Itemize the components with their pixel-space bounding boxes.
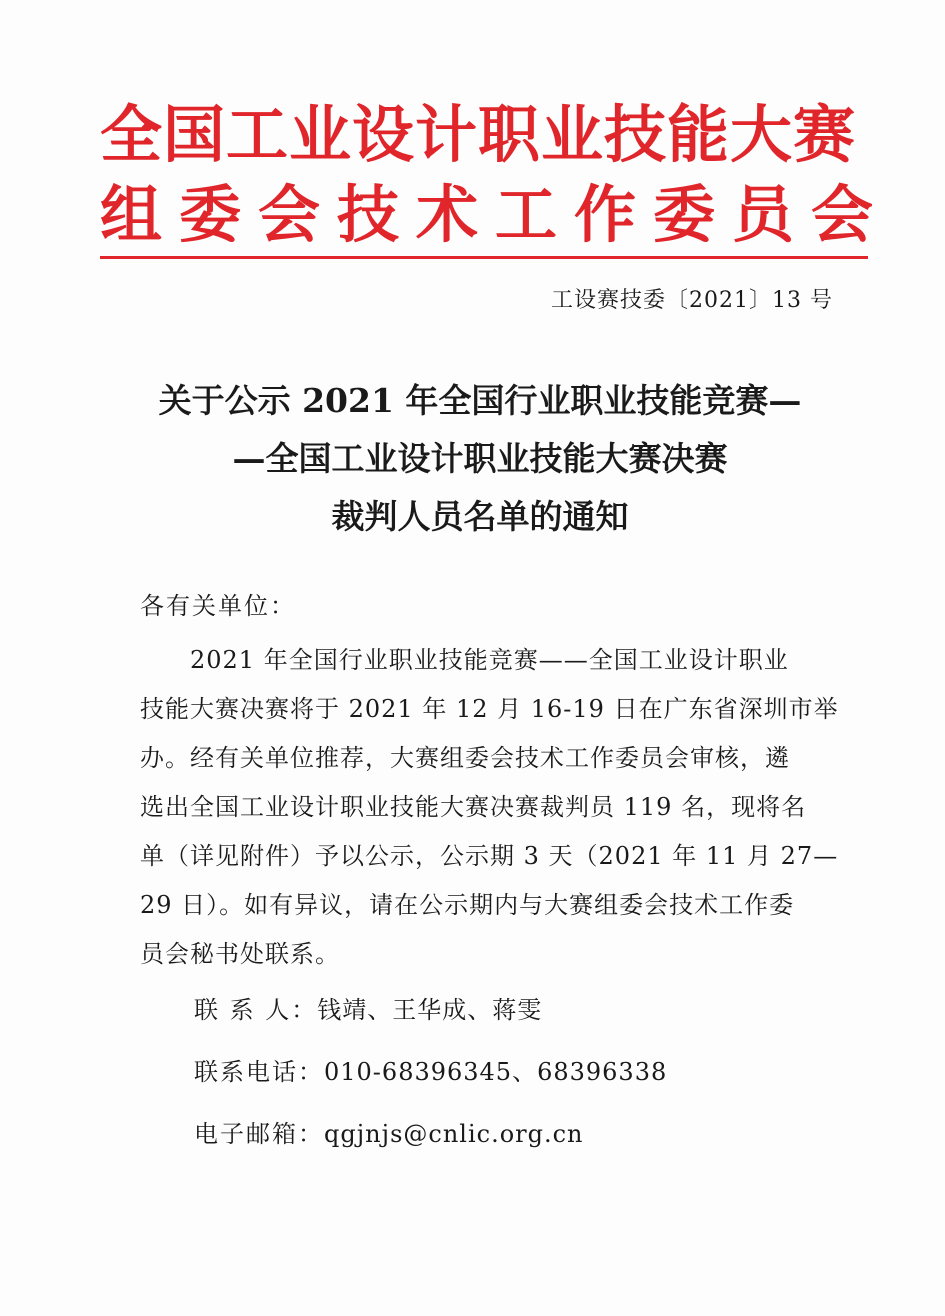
letterhead-line-1: 全国工业设计职业技能大赛	[100, 98, 857, 171]
contact-email-label: 电子邮箱：	[194, 1120, 324, 1148]
body-line: 员会秘书处联系。	[140, 940, 340, 968]
contact-person-label: 联 系 人：	[194, 996, 318, 1024]
salutation: 各有关单位：	[140, 592, 296, 620]
contact-phone-label: 联系电话：	[194, 1058, 324, 1086]
body-line: 单（详见附件）予以公示，公示期 3 天（2021 年 11 月 27—	[140, 842, 839, 870]
contact-phone-value: 010-68396345、68396338	[324, 1058, 668, 1086]
body-line: 2021 年全国行业职业技能竞赛——全国工业设计职业	[190, 646, 789, 674]
body-paragraph	[140, 636, 850, 979]
title-line-1: 关于公示 2021 年全国行业职业技能竞赛—	[158, 381, 802, 420]
document-number: 工设赛技委〔2021〕13 号	[551, 288, 833, 313]
title-line-2: —全国工业设计职业技能大赛决赛	[232, 439, 728, 478]
contact-email	[194, 1114, 584, 1149]
body-line: 技能大赛决赛将于 2021 年 12 月 16-19 日在广东省深圳市举	[140, 695, 839, 723]
document-title	[100, 372, 860, 546]
body-line: 选出全国工业设计职业技能大赛决赛裁判员 119 名，现将名	[140, 793, 807, 821]
title-line-3: 裁判人员名单的通知	[331, 497, 629, 536]
contact-phone	[194, 1052, 667, 1087]
body-line: 29 日）。如有异议，请在公示期内与大赛组委会技术工作委	[140, 891, 795, 919]
contact-person-value: 钱靖、王华成、蒋雯	[317, 996, 543, 1024]
letterhead-line-2: 组委会技术工作委员会	[100, 178, 891, 251]
body-line: 办。经有关单位推荐，大赛组委会技术工作委员会审核，遴	[140, 744, 790, 772]
contact-email-value: qgjnjs@cnlic.org.cn	[324, 1120, 584, 1148]
contact-person	[194, 990, 542, 1025]
letterhead-red-rule	[100, 256, 868, 259]
